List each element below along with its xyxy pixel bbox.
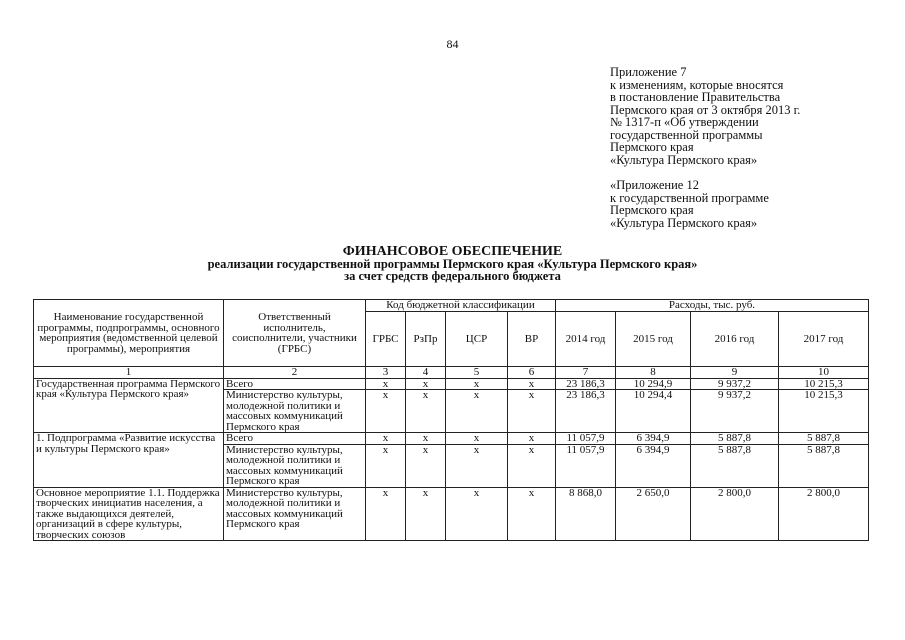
code-csr: х <box>446 433 508 445</box>
column-numbers-row <box>34 367 869 379</box>
expense-2014: 11 057,9 <box>556 444 616 487</box>
appendix-line: к государственной программе <box>610 190 769 205</box>
header-csr: ЦСР <box>446 312 508 367</box>
code-rzpr: х <box>406 378 446 390</box>
appendix-line: Пермского края от 3 октября 2013 г. <box>610 102 801 117</box>
column-number: 7 <box>556 367 616 379</box>
header-name: Наименование государственной программы, подпрограммы, основного мероприятия (ведомственной целевой программы), мероприятия <box>34 300 224 367</box>
header-budget-codes: Код бюджетной классификации <box>366 300 556 312</box>
subprogram-name: 1. Подпрограмма «Развитие искусства и культуры Пермского края» <box>34 433 224 488</box>
expense-2017: 2 800,0 <box>779 487 869 541</box>
code-rzpr: х <box>406 433 446 445</box>
header-year: 2016 год <box>691 312 779 367</box>
appendix-line: Приложение 7 <box>610 65 687 79</box>
column-number: 8 <box>616 367 691 379</box>
column-number: 1 <box>34 367 224 379</box>
code-grbs: х <box>366 487 406 541</box>
header-executor: Ответственный исполнитель, соисполнители, участники (ГРБС) <box>224 300 366 367</box>
appendix-line: Пермского края <box>610 203 694 217</box>
expense-2016: 9 937,2 <box>691 378 779 390</box>
column-number: 6 <box>508 367 556 379</box>
executor: Министерство культуры, молодежной политики и массовых коммуникаций Пермского края <box>224 487 366 541</box>
column-number: 4 <box>406 367 446 379</box>
header-year: 2015 год <box>616 312 691 367</box>
expense-2015: 6 394,9 <box>616 433 691 445</box>
title-line: за счет средств федерального бюджета <box>344 269 561 283</box>
financing-table <box>33 299 869 541</box>
executor: Министерство культуры, молодежной политики и массовых коммуникаций Пермского края <box>224 444 366 487</box>
appendix-line: «Культура Пермского края» <box>610 215 758 230</box>
code-vr: х <box>508 487 556 541</box>
code-csr: х <box>446 487 508 541</box>
expense-2017: 5 887,8 <box>779 433 869 445</box>
expense-2017: 5 887,8 <box>779 444 869 487</box>
header-year: 2017 год <box>779 312 869 367</box>
expense-2015: 10 294,4 <box>616 390 691 433</box>
executor: Всего <box>224 433 366 445</box>
expense-2016: 5 887,8 <box>691 444 779 487</box>
expense-2016: 9 937,2 <box>691 390 779 433</box>
code-grbs: х <box>366 378 406 390</box>
table-row <box>34 433 869 445</box>
appendix-line: Пермского края <box>610 140 694 154</box>
title-line: ФИНАНСОВОЕ ОБЕСПЕЧЕНИЕ <box>342 244 563 259</box>
appendix-line: «Приложение 12 <box>610 178 699 192</box>
column-number: 9 <box>691 367 779 379</box>
code-grbs: х <box>366 433 406 445</box>
expense-2017: 10 215,3 <box>779 378 869 390</box>
expense-2014: 11 057,9 <box>556 433 616 445</box>
appendix-line: № 1317-п «Об утверждении <box>610 115 759 129</box>
column-number: 5 <box>446 367 508 379</box>
title-line: реализации государственной программы Пермского края «Культура Пермского края» <box>207 257 698 271</box>
appendix-line: к изменениям, которые вносятся <box>610 77 784 92</box>
code-vr: х <box>508 390 556 433</box>
code-rzpr: х <box>406 487 446 541</box>
executor: Министерство культуры, молодежной политики и массовых коммуникаций Пермского края <box>224 390 366 433</box>
document-title <box>0 246 905 282</box>
appendix-line: в постановление Правительства <box>610 90 781 104</box>
expense-2014: 8 868,0 <box>556 487 616 541</box>
header-year: 2014 год <box>556 312 616 367</box>
column-number: 10 <box>779 367 869 379</box>
expense-2015: 2 650,0 <box>616 487 691 541</box>
expense-2017: 10 215,3 <box>779 390 869 433</box>
page-number: 84 <box>446 37 459 51</box>
program-name: Государственная программа Пермского края «Культура Пермского края» <box>34 378 224 433</box>
expense-2014: 23 186,3 <box>556 378 616 390</box>
code-grbs: х <box>366 444 406 487</box>
appendix-line: «Культура Пермского края» <box>610 152 758 167</box>
header-vr: ВР <box>508 312 556 367</box>
appendix-block <box>610 66 800 229</box>
table-row <box>34 378 869 390</box>
column-number: 3 <box>366 367 406 379</box>
table-row <box>34 487 869 541</box>
header-grbs: ГРБС <box>366 312 406 367</box>
code-grbs: х <box>366 390 406 433</box>
code-vr: х <box>508 444 556 487</box>
activity-name: Основное мероприятие 1.1. Поддержка творческих инициатив населения, а также выдающихся деятелей, организаций в сфере культуры, творческих союзов <box>34 487 224 541</box>
code-csr: х <box>446 390 508 433</box>
header-rzpr: РзПр <box>406 312 446 367</box>
executor: Всего <box>224 378 366 390</box>
expense-2015: 6 394,9 <box>616 444 691 487</box>
expense-2014: 23 186,3 <box>556 390 616 433</box>
expense-2016: 2 800,0 <box>691 487 779 541</box>
column-number: 2 <box>224 367 366 379</box>
code-csr: х <box>446 444 508 487</box>
header-expenses: Расходы, тыс. руб. <box>556 300 869 312</box>
code-rzpr: х <box>406 390 446 433</box>
expense-2016: 5 887,8 <box>691 433 779 445</box>
code-csr: х <box>446 378 508 390</box>
appendix-line: государственной программы <box>610 127 763 142</box>
code-rzpr: х <box>406 444 446 487</box>
code-vr: х <box>508 378 556 390</box>
code-vr: х <box>508 433 556 445</box>
expense-2015: 10 294,9 <box>616 378 691 390</box>
